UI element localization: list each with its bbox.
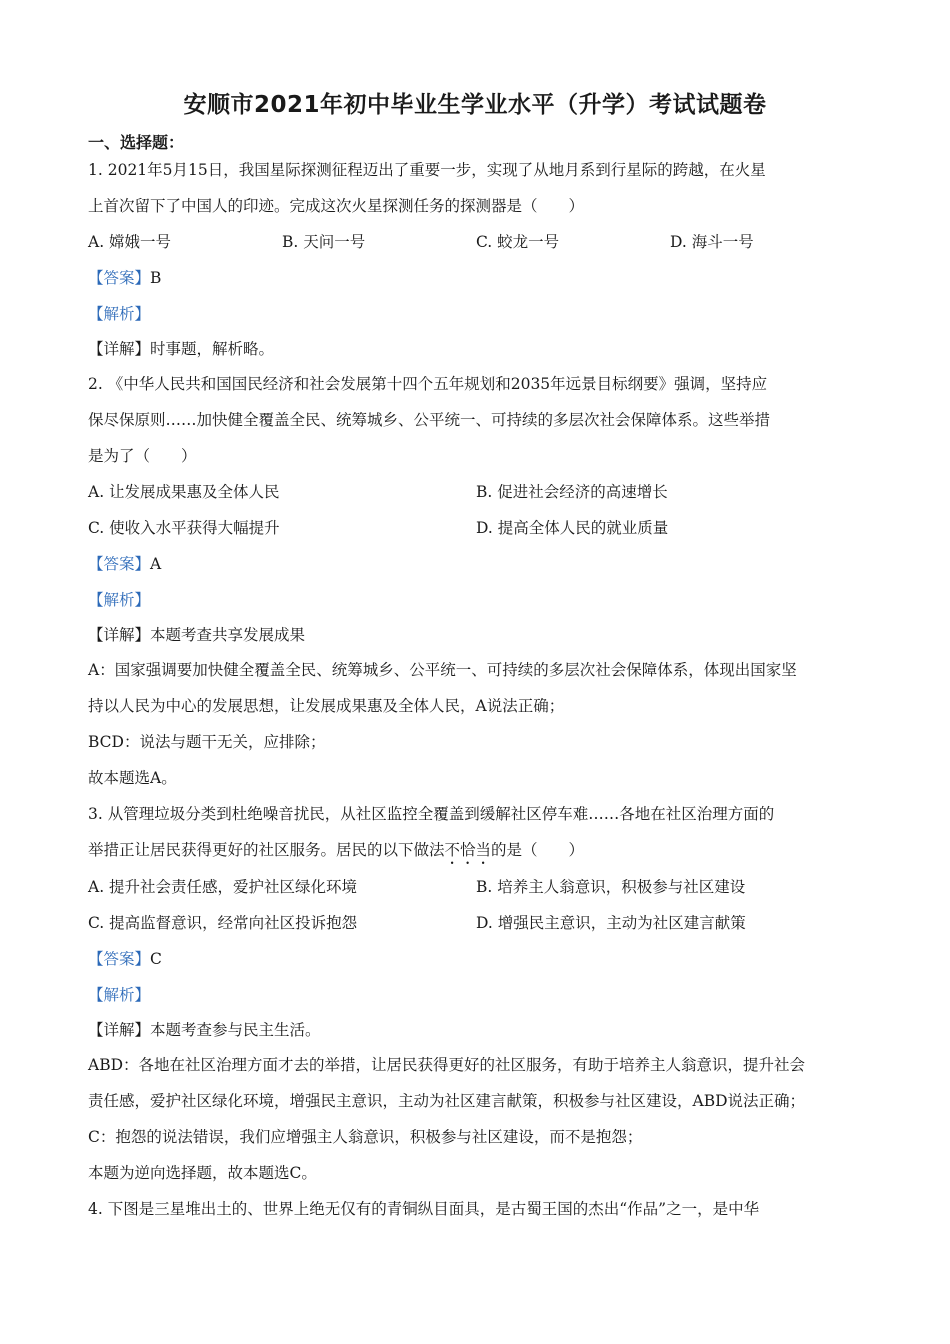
answer-label: 【答案】 xyxy=(88,269,151,287)
q2-stem-line3: 是为了（ ） xyxy=(88,447,197,465)
detail-label: 【详解】 xyxy=(88,626,151,644)
q3-answer xyxy=(88,949,162,969)
q3-stem-line1: 3. 从管理垃圾分类到杜绝噪音扰民，从社区监控全覆盖到缓解社区停车难……各地在社区治理方面的 xyxy=(88,805,775,823)
q1-analysis-label: 【解析】 xyxy=(88,305,151,323)
section-heading: 一、选择题： xyxy=(88,133,185,152)
q2-analysis-label: 【解析】 xyxy=(88,591,151,609)
q1-option-a: A. 嫦娥一号 xyxy=(88,233,172,251)
q1-option-c: C. 蛟龙一号 xyxy=(476,233,560,251)
q2-answer xyxy=(88,554,161,574)
q2-stem-line2: 保尽保原则……加快健全覆盖全民、统筹城乡、公平统一、可持续的多层次社会保障体系。这些举措 xyxy=(88,411,771,429)
answer-value: C xyxy=(150,950,162,968)
q2-option-b: B. 促进社会经济的高速增长 xyxy=(476,483,668,501)
q3-detail-line2: ABD：各地在社区治理方面才去的举措，让居民获得更好的社区服务，有助于培养主人翁意识，提升社会 xyxy=(88,1056,806,1074)
detail-label: 【详解】 xyxy=(88,1021,151,1039)
q3-stem-tail: 的是（ ） xyxy=(491,841,585,859)
detail-text: 本题考查共享发展成果 xyxy=(150,626,306,644)
q3-detail-line3: 责任感，爱护社区绿化环境，增强民主意识，主动为社区建言献策，积极参与社区建设，ABD说法正确； xyxy=(88,1092,806,1110)
q2-option-d: D. 提高全体人民的就业质量 xyxy=(476,519,669,537)
q1-detail xyxy=(88,339,274,359)
q2-detail-line3: 持以人民为中心的发展思想，让发展成果惠及全体人民，A说法正确； xyxy=(88,697,565,715)
q3-detail-line4: C：抱怨的说法错误，我们应增强主人翁意识，积极参与社区建设，而不是抱怨； xyxy=(88,1128,643,1146)
q1-stem-line1: 1. 2021年5月15日，我国星际探测征程迈出了重要一步，实现了从地月系到行星际的跨越，在火星 xyxy=(88,161,766,179)
detail-text: 时事题，解析略。 xyxy=(150,340,275,358)
q1-option-d: D. 海斗一号 xyxy=(670,233,754,251)
q2-option-a: A. 让发展成果惠及全体人民 xyxy=(88,483,280,501)
answer-label: 【答案】 xyxy=(88,555,151,573)
q3-option-d: D. 增强民主意识，主动为社区建言献策 xyxy=(476,914,746,932)
q3-option-a: A. 提升社会责任感，爱护社区绿化环境 xyxy=(88,878,358,896)
q2-option-c: C. 使收入水平获得大幅提升 xyxy=(88,519,280,537)
q3-option-b: B. 培养主人翁意识，积极参与社区建设 xyxy=(476,878,746,896)
q2-stem-line1: 2. 《中华人民共和国国民经济和社会发展第十四个五年规划和2035年远景目标纲要》强调，坚持应 xyxy=(88,375,768,393)
q4-stem-line1: 4. 下图是三星堆出土的、世界上绝无仅有的青铜纵目面具，是古蜀王国的杰出“作品”之一，是中华 xyxy=(88,1200,760,1218)
q2-detail-line4: BCD：说法与题干无关，应排除； xyxy=(88,733,326,751)
q1-answer xyxy=(88,268,161,288)
q1-stem-line2: 上首次留下了中国人的印迹。完成这次火星探测任务的探测器是（ ） xyxy=(88,197,585,215)
answer-label: 【答案】 xyxy=(88,950,151,968)
page-title: 安顺市2021年初中毕业生学业水平（升学）考试试题卷 xyxy=(183,92,767,118)
q3-detail-line5: 本题为逆向选择题，故本题选C。 xyxy=(88,1164,317,1182)
detail-label: 【详解】 xyxy=(88,340,151,358)
q3-stem-text: 举措正让居民获得更好的社区服务。居民的以下做法 xyxy=(88,841,445,859)
q1-option-b: B. 天问一号 xyxy=(282,233,366,251)
q2-detail-line2: A：国家强调要加快健全覆盖全民、统筹城乡、公平统一、可持续的多层次社会保障体系，体现出国家坚 xyxy=(88,661,797,679)
q2-detail-line1 xyxy=(88,625,305,645)
answer-value: B xyxy=(150,269,162,287)
q3-option-c: C. 提高监督意识，经常向社区投诉抱怨 xyxy=(88,914,358,932)
detail-text: 本题考查参与民主生活。 xyxy=(150,1021,321,1039)
q3-analysis-label: 【解析】 xyxy=(88,986,151,1004)
q3-detail-line1 xyxy=(88,1020,321,1040)
answer-value: A xyxy=(150,555,162,573)
q3-emphasis: 不恰当 xyxy=(444,841,492,859)
q2-detail-line5: 故本题选A。 xyxy=(88,769,177,787)
q3-stem-line2 xyxy=(88,840,584,868)
